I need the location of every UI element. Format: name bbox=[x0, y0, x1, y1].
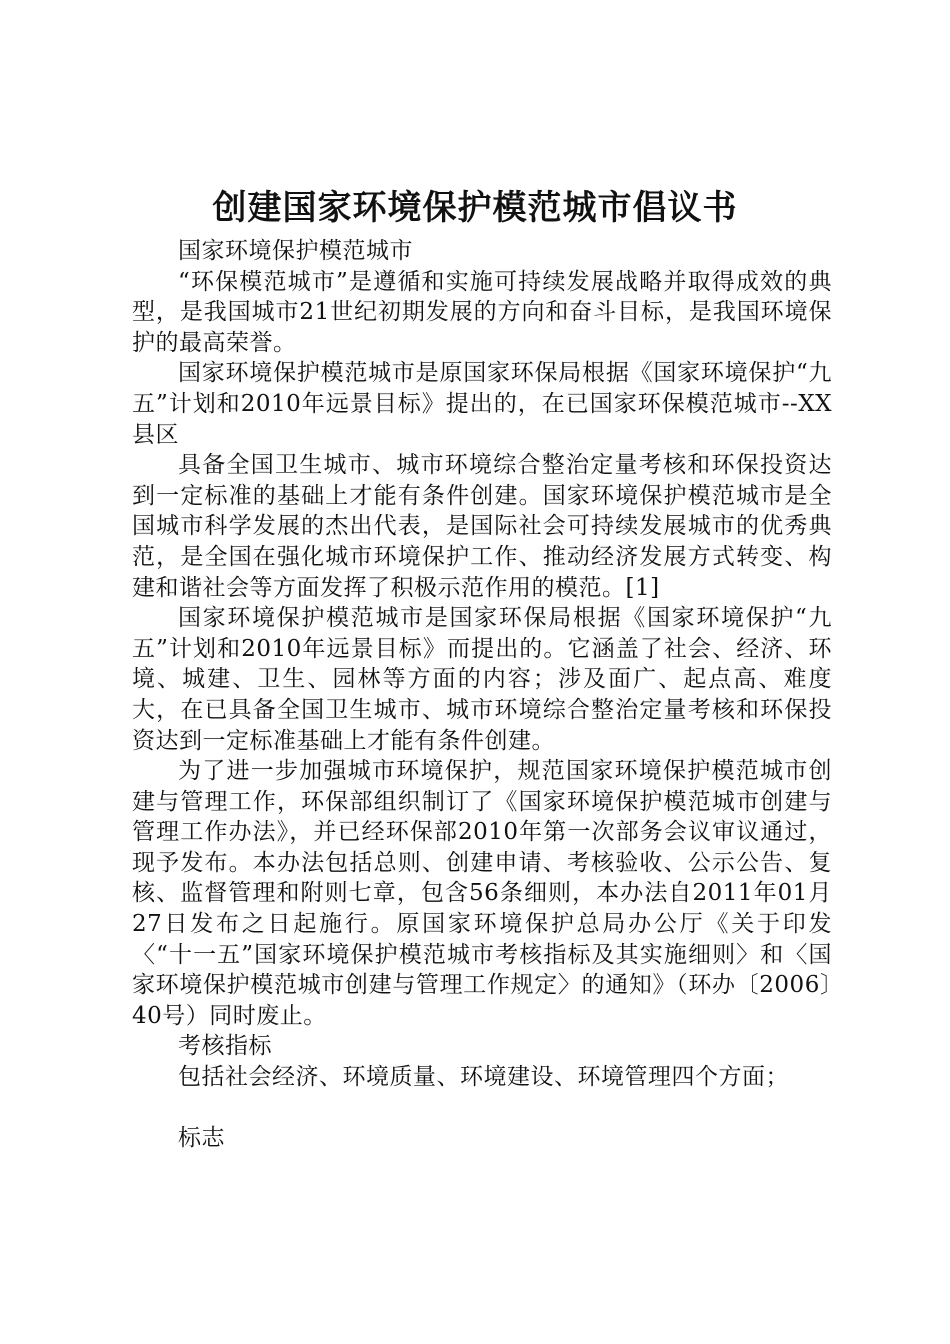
paragraph-logo-heading: 标志 bbox=[178, 1124, 225, 1151]
paragraph-regulation: 为了进一步加强城市环境保护，规范国家环境保护模范城市创建与管理工作，环保部组织制订了《国家环境保护模范城市创建与管理工作办法》，并已经环保部2010年第一次部务会议审议通过，现予发布。本办法包括总则、创建申请、考核验收、公示公告、复核、监督管理和附则七章，包含56条细则，本办法自2011年01月27日发布之日起施行。原国家环境保护总局办公厅《关于印发〈“十一五”国家环境保护模范城市考核指标及其实施细则〉和〈国家环境保护模范城市创建与管理工作规定〉的通知》（环办〔2006〕40号）同时废止。 bbox=[132, 758, 832, 1029]
paragraph-origin: 国家环境保护模范城市是原国家环保局根据《国家环境保护“九五”计划和2010年远景目标》提出的，在已国家环保模范城市--XX县区 bbox=[132, 360, 832, 448]
paragraph-conditions: 具备全国卫生城市、城市环境综合整治定量考核和环保投资达到一定标准的基础上才能有条件创建。国家环境保护模范城市是全国城市科学发展的杰出代表，是国际社会可持续发展城市的优秀典范，是全国在强化城市环境保护工作、推动经济发展方式转变、构建和谐社会等方面发挥了积极示范作用的模范。[1] bbox=[132, 452, 832, 601]
document-title: 创建国家环境保护模范城市倡议书 bbox=[212, 188, 738, 228]
paragraph-indicators-heading: 考核指标 bbox=[178, 1033, 272, 1060]
paragraph-coverage: 国家环境保护模范城市是国家环保局根据《国家环境保护“九五”计划和2010年远景目标》而提出的。它涵盖了社会、经济、环境、城建、卫生、园林等方面的内容；涉及面广、起点高、难度大，在已具备全国卫生城市、城市环境综合整治定量考核和环保投资达到一定标准基础上才能有条件创建。 bbox=[132, 605, 832, 754]
document-body bbox=[132, 236, 832, 1153]
paragraph-heading-city: 国家环境保护模范城市 bbox=[178, 238, 413, 264]
paragraph-indicators-content: 包括社会经济、环境质量、环境建设、环境管理四个方面； bbox=[178, 1064, 789, 1091]
paragraph-model-city-definition: “环保模范城市”是遵循和实施可持续发展战略并取得成效的典型，是我国城市21世纪初期发展的方向和奋斗目标，是我国环境保护的最高荣誉。 bbox=[132, 268, 832, 356]
